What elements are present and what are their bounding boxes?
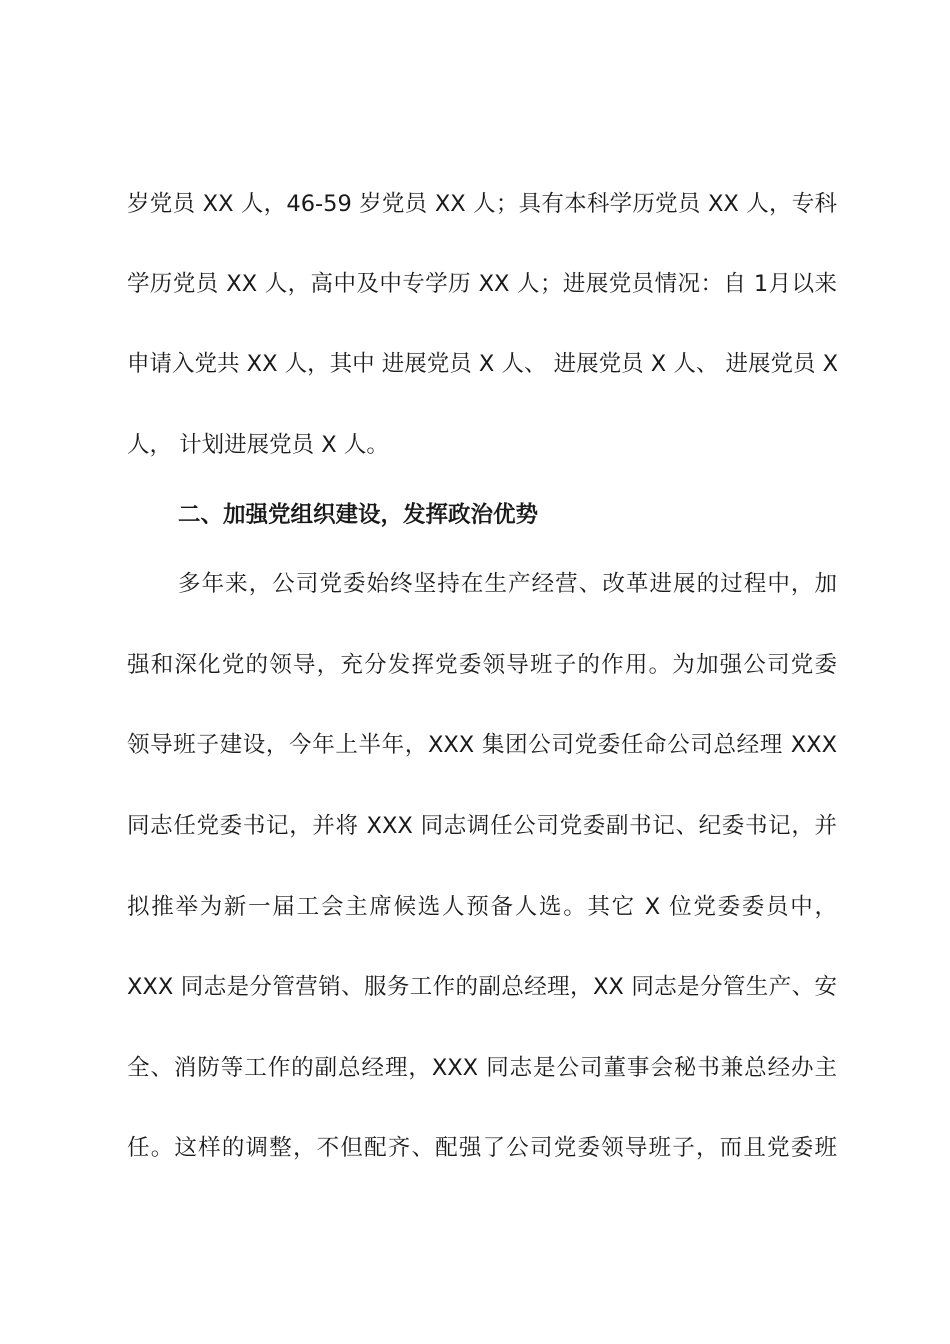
paragraph-line: XXX 同志是分管营销、服务工作的副总经理，XX 同志是分管生产、安: [127, 974, 837, 1000]
paragraph-line: 岁党员 XX 人，46-59 岁党员 XX 人；具有本科学历党员 XX 人，专科: [127, 191, 837, 217]
paragraph-line: 多年来，公司党委始终坚持在生产经营、改革进展的过程中，加: [178, 571, 837, 597]
paragraph-line: 任。这样的调整，不但配齐、配强了公司党委领导班子，而且党委班: [127, 1135, 837, 1161]
paragraph-line: 人， 计划进展党员 X 人。: [127, 432, 389, 458]
paragraph-line: 申请入党共 XX 人，其中 进展党员 X 人、 进展党员 X 人、 进展党员 X: [127, 351, 839, 377]
section-heading: 二、加强党组织建设，发挥政治优势: [178, 502, 539, 528]
paragraph-line: 学历党员 XX 人，高中及中专学历 XX 人；进展党员情况：自 1月以来: [127, 271, 837, 297]
paragraph-line: 领导班子建设，今年上半年，XXX 集团公司党委任命公司总经理 XXX: [127, 732, 837, 758]
paragraph-line: 全、消防等工作的副总经理，XXX 同志是公司董事会秘书兼总经办主: [127, 1055, 837, 1081]
paragraph-line: 拟推举为新一届工会主席候选人预备人选。其它 X 位党委委员中，: [127, 894, 837, 920]
paragraph-line: 同志任党委书记，并将 XXX 同志调任公司党委副书记、纪委书记，并: [127, 813, 837, 839]
paragraph-line: 强和深化党的领导，充分发挥党委领导班子的作用。为加强公司党委: [127, 652, 837, 678]
